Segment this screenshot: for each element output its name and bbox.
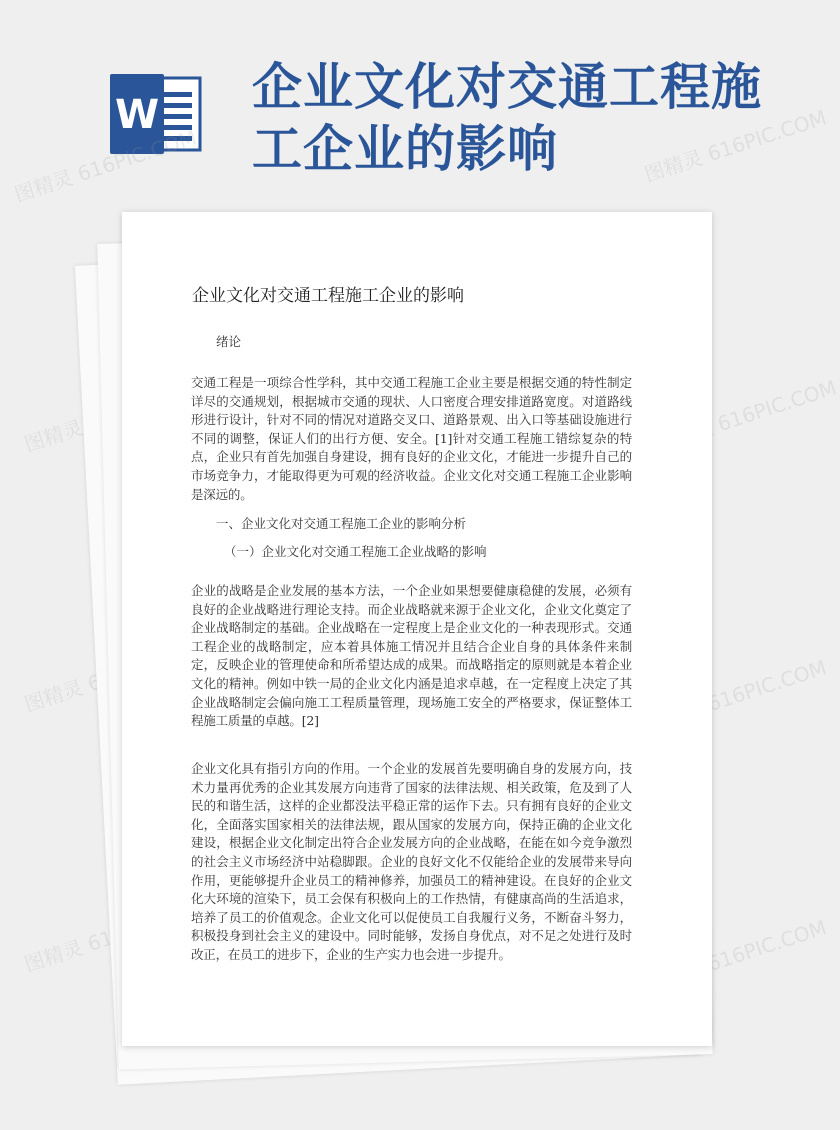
header-banner (0, 0, 800, 200)
intro-heading: 绪论 (216, 334, 242, 349)
watermark: 图精灵 (21, 675, 86, 717)
watermark: 图精灵 616PIC.COM (651, 375, 840, 457)
watermark: 图精灵 616PIC.COM (641, 105, 830, 187)
document-page (122, 212, 712, 1046)
section-heading-1: 一、企业文化对交通工程施工企业的影响分析 (216, 516, 467, 531)
paragraph-3: 企业文化具有指引方向的作用。一个企业的发展首先要明确自身的发展方向，技术力量再优秀的企业其发展方向违背了国家的法律法规、相关政策，危及到了人民的和谐生活，这样的企业都没法平稳正常的运作下去。只有拥有良好的企业文化，全面落实国家相关的法律法规，跟从国家的发展方向，保持正确的企业文化建设，根据企业文化制定出符合企业发展方向的企业战略，在能在如今竞争激烈的社会主义市场经济中站稳脚跟。企业的良好文化不仅能给企业的发展带来导向作用，更能够提升企业员工的精神修养，加强员工的精神建设。在良好的企业文化大环境的渲染下，员工会保有积极向上的工作热情，有健康高尚的生活追求，培养了员工的价值观念。企业文化可以促使员工自我履行义务，不断奋斗努力，积极投身到社会主义的建设中。同时能够，发扬自身优点，对不足之处进行及时改正，在员工的进步下，企业的生产实力也会进一步提升。 (191, 761, 632, 962)
watermark: 图精灵 616PIC.COM (11, 125, 200, 207)
watermark: 图精灵 (21, 415, 86, 457)
paragraph-1: 交通工程是一项综合性学科，其中交通工程施工企业主要是根据交通的特性制定详尽的交通规划，根据城市交通的现状、人口密度合理安排道路宽度。对道路线形进行设计，针对不同的情况对道路交叉口、道路景观、出入口等基础设施进行不同的调整，保证人们的出行方便、安全。[1]针对交通工程施工错综复杂的特点，企业只有首先加强自身建设，拥有良好的企业文化，才能进一步提升自己的市场竞争力，才能取得更为可观的经济收益。企业文化对交通工程施工企业影响是深远的。 (191, 375, 632, 502)
watermark: 图精灵 (21, 935, 86, 977)
paragraph-2: 企业的战略是企业发展的基本方法，一个企业如果想要健康稳健的发展，必须有良好的企业战略进行理论支持。而企业战略就来源于企业文化，企业文化奠定了企业战略制定的基础。企业战略在一定程度上是企业文化的一种表现形式。交通工程企业的战略制定，应本着具体施工情况并且结合企业自身的具体条件来制定，反映企业的管理使命和所希望达成的成果。而战略指定的原则就是本着企业文化的精神。例如中铁一局的企业文化内涵是追求卓越，在一定程度上决定了其企业战略制定会偏向施工工程质量管理，现场施工安全的严格要求，保证整体工程施工质量的卓越。[2] (191, 583, 632, 729)
watermark: 图精灵 616PIC.COM (641, 655, 830, 737)
document-title: 企业文化对交通工程施工企业的影响 (192, 286, 464, 306)
watermark: 图精灵 616PIC.COM (641, 915, 830, 997)
subsection-heading-1: （一）企业文化对交通工程施工企业战略的影响 (224, 544, 487, 559)
header-title: 企业文化对交通工程施工企业的影响 (252, 58, 762, 178)
word-document-icon (108, 70, 208, 158)
svg-text:W: W (114, 92, 160, 138)
